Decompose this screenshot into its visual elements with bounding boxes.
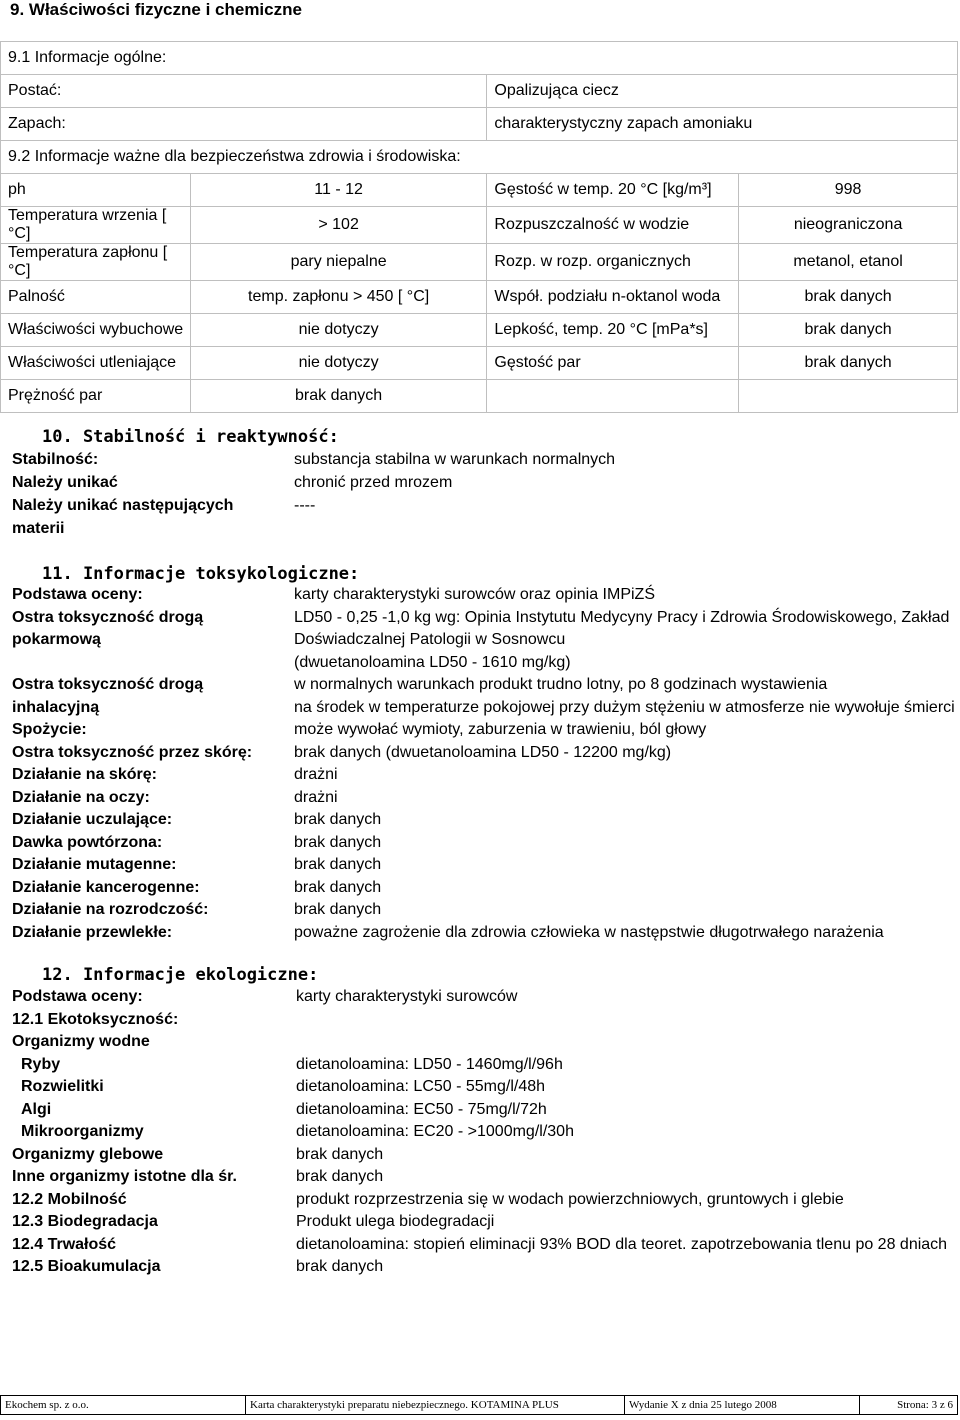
property-row [1,380,958,413]
section-11-title: 11. Informacje toksykologiczne: [42,564,360,584]
field-label: 12.2 Mobilność [12,1190,127,1208]
property-name: Rozp. w rozp. organicznych [487,244,739,281]
field-label: Ryby [21,1055,61,1073]
property-row [1,281,958,314]
field-value: dietanoloamina: LD50 - 1460mg/l/96h [296,1055,563,1073]
field-value: brak danych [296,1258,384,1275]
property-value: temp. zapłonu > 450 [ °C] [190,281,487,314]
field-label: Ostra toksyczność drogą [12,608,204,626]
property-name: Gęstość par [487,347,739,380]
property-value: brak danych [739,281,958,314]
field-value: karty charakterystyki surowców [296,988,518,1005]
field-value: substancja stabilna w warunkach normalnych [294,451,616,468]
field-value: karty charakterystyki surowców oraz opinia IMPiZŚ [294,586,655,603]
property-row [1,314,958,347]
field-value: drażni [294,766,338,783]
property-value: brak danych [190,380,487,413]
field-label: Inne organizmy istotne dla śr. [12,1168,237,1185]
field-value: brak danych [294,811,382,828]
property-value: 11 - 12 [190,174,487,207]
form-value: Opalizująca ciecz [487,75,958,108]
field-value: chronić przed mrozem [294,474,453,491]
field-value: poważne zagrożenie dla zdrowia człowieka w następstwie długotrwałego narażenia [294,923,884,941]
property-value: metanol, etanol [739,244,958,281]
page-footer [0,1395,958,1415]
property-name: Temperatura wrzenia [ °C] [1,207,191,244]
field-label: materii [12,520,65,537]
section-12-title: 12. Informacje ekologiczne: [42,965,319,985]
footer-edition: Wydanie X z dnia 25 lutego 2008 [625,1396,860,1415]
property-value: pary niepalne [190,244,487,281]
property-row [1,207,958,244]
odor-label: Zapach: [1,108,487,141]
odor-value: charakterystyczny zapach amoniaku [487,108,958,141]
section-9-title: 9. Właściwości fizyczne i chemiczne [10,0,302,19]
field-value: produkt rozprzestrzenia się w wodach powierzchniowych, gruntowych i glebie [296,1190,844,1208]
field-value: Produkt ulega biodegradacji [296,1213,495,1230]
field-value: dietanoloamina: EC50 - 75mg/l/72h [296,1100,547,1118]
field-label: Działanie na rozrodczość: [12,901,209,918]
property-name: Rozpuszczalność w wodzie [487,207,739,244]
property-name: Palność [1,281,191,314]
property-name: Temperatura zapłonu [ °C] [1,244,191,281]
property-name: Lepkość, temp. 20 °C [mPa*s] [487,314,739,347]
property-value: nieograniczona [739,207,958,244]
property-row [1,174,958,207]
property-name: Właściwości utleniające [1,347,191,380]
footer-document: Karta charakterystyki preparatu niebezpiecznego. KOTAMINA PLUS [246,1396,625,1415]
field-value: brak danych [294,833,382,851]
field-label: Algi [21,1100,52,1118]
section-10-title: 10. Stabilność i reaktywność: [42,427,339,447]
field-value: dietanoloamina: LC50 - 55mg/l/48h [296,1078,546,1095]
field-label: 12.1 Ekotoksyczność: [12,1010,179,1028]
field-label: Działanie przewlekłe: [12,923,173,941]
field-value: brak danych [294,901,382,918]
field-label: Ostra toksyczność przez skórę: [12,743,253,761]
property-name: Współ. podziału n-oktanol woda [487,281,739,314]
field-label: Mikroorganizmy [21,1123,144,1140]
footer-company: Ekochem sp. z o.o. [1,1396,246,1415]
field-value: dietanoloamina: EC20 - >1000mg/l/30h [296,1123,574,1140]
property-row [1,347,958,380]
field-label: Organizmy wodne [12,1033,150,1050]
safety-info-header: 9.2 Informacje ważne dla bezpieczeństwa zdrowia i środowiska: [1,141,958,174]
field-value: LD50 - 0,25 -1,0 kg wg: Opinia Instytutu Medycyny Pracy i Zdrowia Środowiskowego, Zakład [294,608,950,626]
field-label: Działanie na oczy: [12,788,150,806]
property-value: nie dotyczy [190,347,487,380]
footer-page-number: Strona: 3 z 6 [860,1396,958,1415]
field-value: Doświadczalnej Patologii w Sosnowcu [294,631,566,648]
properties-table [0,41,958,413]
field-value: w normalnych warunkach produkt trudno lotny, po 8 godzinach wystawienia [294,676,828,693]
general-info-header: 9.1 Informacje ogólne: [1,42,958,75]
field-value: (dwuetanoloamina LD50 - 1610 mg/kg) [294,653,571,671]
form-label: Postać: [1,75,487,108]
property-name [487,380,739,413]
field-value: ---- [294,497,316,514]
property-value: nie dotyczy [190,314,487,347]
field-label: Należy unikać następujących [12,497,234,514]
field-value: brak danych (dwuetanoloamina LD50 - 12200 mg/kg) [294,743,672,761]
field-value: brak danych [296,1168,384,1185]
field-value: drażni [294,788,338,806]
field-label: 12.3 Biodegradacja [12,1213,158,1230]
property-name: ph [1,174,191,207]
field-value: dietanoloamina: stopień eliminacji 93% BOD dla teoret. zapotrzebowania tlenu po 28 dniach [296,1235,948,1253]
field-label: Należy unikać [12,474,118,491]
property-row [1,244,958,281]
field-label: Dawka powtórzona: [12,833,163,851]
property-name: Prężność par [1,380,191,413]
property-value: brak danych [739,314,958,347]
field-value: brak danych [294,856,382,873]
property-name: Gęstość w temp. 20 °C [kg/m³] [487,174,739,207]
property-name: Właściwości wybuchowe [1,314,191,347]
field-label: 12.4 Trwałość [12,1235,117,1253]
field-label: 12.5 Bioakumulacja [12,1258,161,1275]
field-label: Podstawa oceny: [12,586,143,603]
field-label: Rozwielitki [21,1078,104,1095]
property-value: brak danych [739,347,958,380]
field-label: Działanie uczulające: [12,811,173,828]
property-value: > 102 [190,207,487,244]
field-label: pokarmową [12,631,101,648]
field-value: na środek w temperaturze pokojowej przy dużym stężeniu w atmosferze nie wywołuje śmierci [294,698,955,716]
property-value [739,380,958,413]
field-label: Działanie kancerogenne: [12,878,200,896]
field-value: brak danych [294,878,382,896]
field-label: inhalacyjną [12,698,100,716]
field-value: brak danych [296,1145,384,1163]
field-label: Organizmy glebowe [12,1145,164,1163]
field-label: Ostra toksyczność drogą [12,676,204,693]
property-value: 998 [739,174,958,207]
field-label: Działanie mutagenne: [12,856,177,873]
field-label: Stabilność: [12,451,99,468]
field-label: Spożycie: [12,721,87,738]
field-value: może wywołać wymioty, zaburzenia w trawieniu, ból głowy [294,721,707,738]
field-label: Podstawa oceny: [12,988,143,1005]
field-label: Działanie na skórę: [12,766,157,783]
